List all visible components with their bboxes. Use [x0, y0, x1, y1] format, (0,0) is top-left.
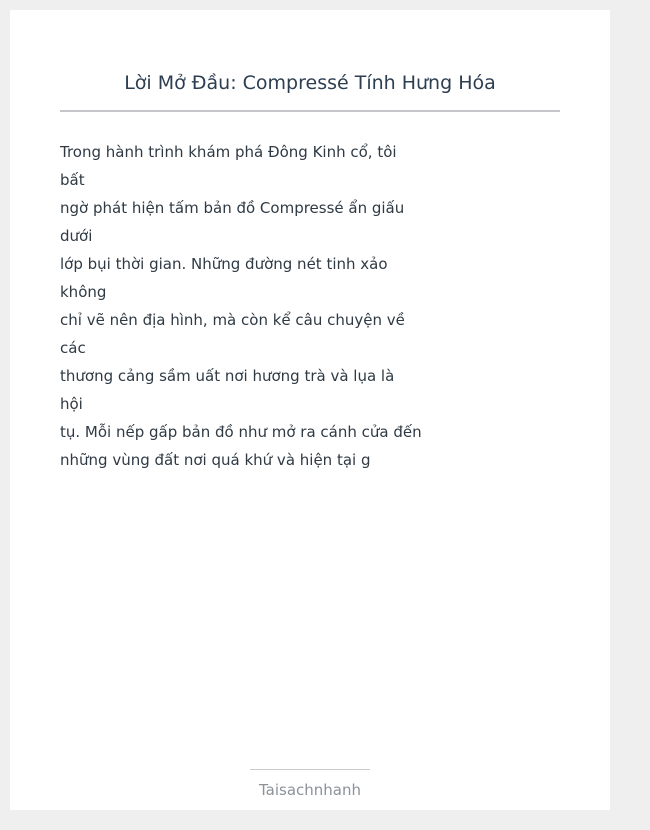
footer-text: Taisachnhanh: [258, 781, 362, 799]
body-line: Trong hành trình khám phá Đông Kinh cổ, tôi: [60, 143, 397, 161]
body-line: không: [60, 283, 107, 301]
body-line: bất: [60, 171, 85, 189]
page-title: Lời Mở Đầu: Compressé Tính Hưng Hóa: [124, 72, 496, 94]
body-line: lớp bụi thời gian. Những đường nét tinh xảo: [60, 255, 388, 273]
body-line: những vùng đất nơi quá khứ và hiện tại g: [60, 451, 371, 469]
body-line: dưới: [60, 227, 93, 245]
body-line: chỉ vẽ nên địa hình, mà còn kể câu chuyện về: [60, 311, 405, 329]
footer-divider: [250, 769, 370, 770]
body-line: các: [60, 339, 86, 357]
body-line: tụ. Mỗi nếp gấp bản đồ như mở ra cánh cửa đến: [60, 423, 422, 441]
document-page: [10, 10, 610, 810]
body-line: ngờ phát hiện tấm bản đồ Compressé ẩn giấu: [60, 199, 405, 217]
body-line: hội: [60, 395, 83, 413]
title-divider: [60, 110, 560, 112]
body-line: thương cảng sầm uất nơi hương trà và lụa là: [60, 367, 395, 385]
body-text: [60, 138, 420, 474]
